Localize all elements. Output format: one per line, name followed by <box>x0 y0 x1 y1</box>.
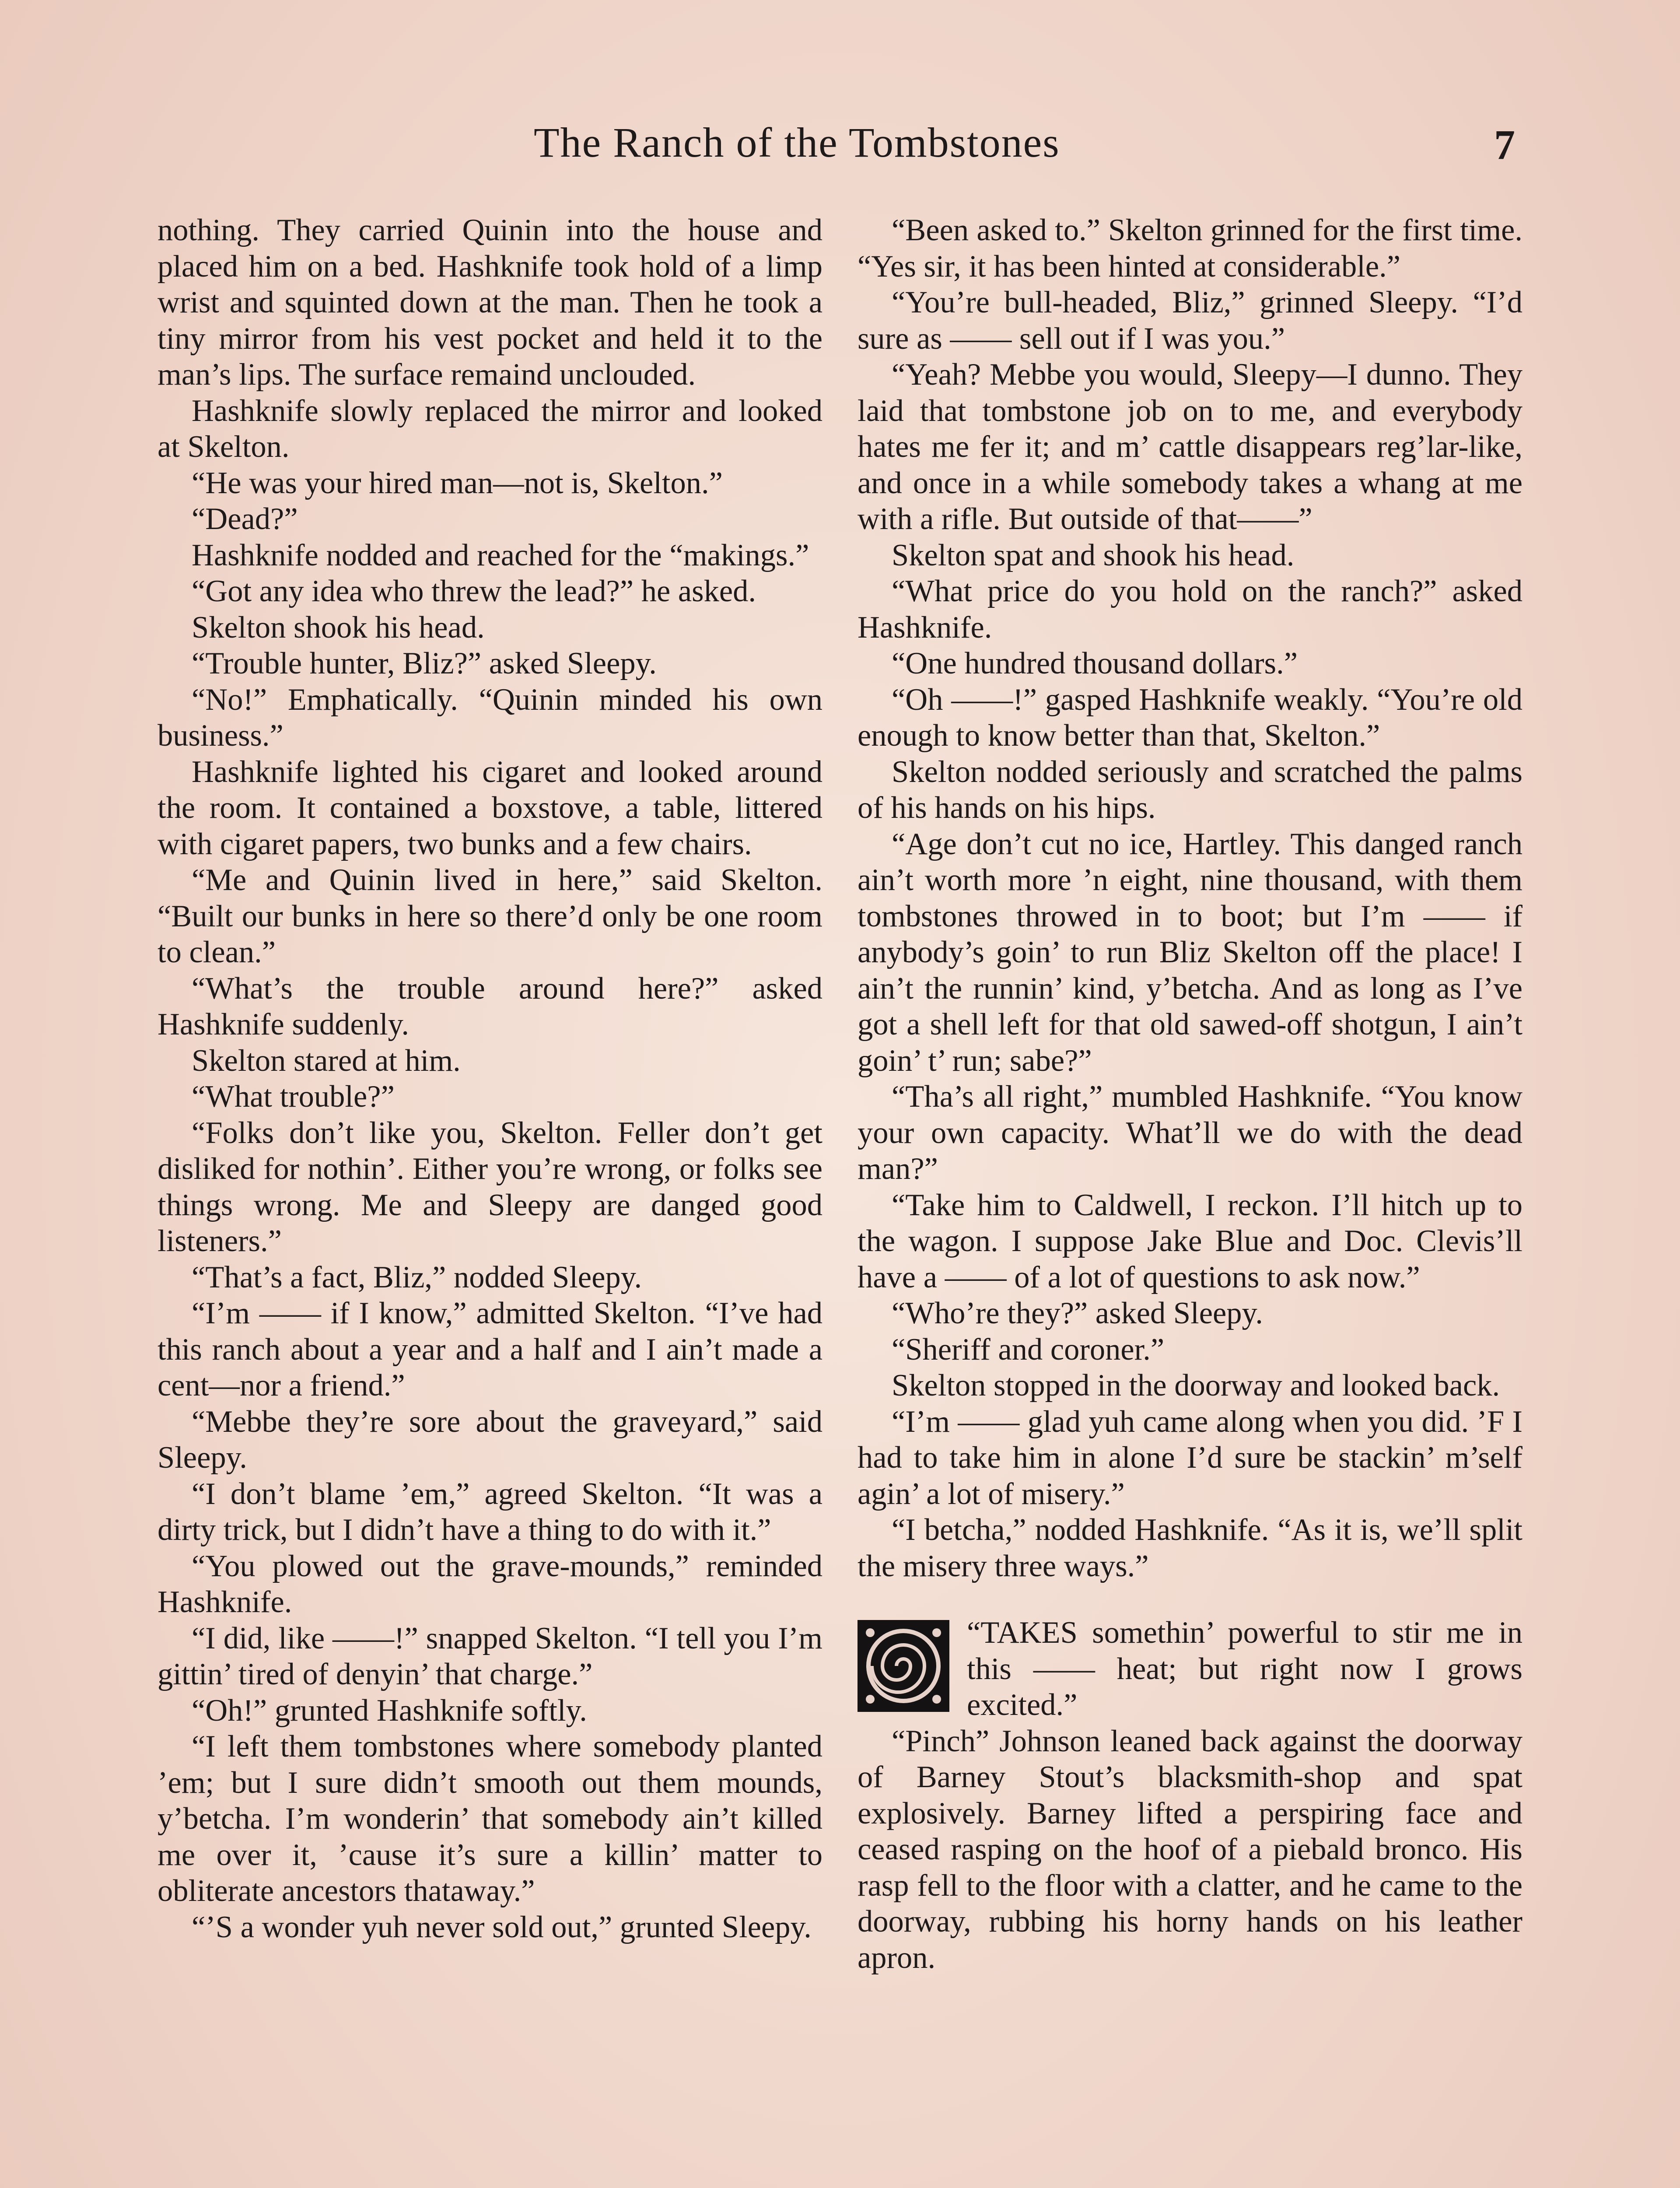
paragraph: “’S a wonder yuh never sold out,” grunted Sleepy. <box>192 1910 812 1944</box>
paragraph: “Pinch” Johnson leaned back against the doorway of Barney Stout’s blacksmith-shop and spat explosively. Barney lifted a perspiring face and ceased rasping on the hoof of a piebald bronco. His rasp fell to the floor with a clatter, and he came to the doorway, rubbing his horny hands on his leather apron. <box>858 1724 1522 1975</box>
page-header <box>0 118 1680 184</box>
paragraph: “That’s a fact, Bliz,” nodded Sleepy. <box>192 1260 642 1294</box>
paragraph: “I betcha,” nodded Hashknife. “As it is, we’ll split the misery three ways.” <box>858 1513 1522 1583</box>
paragraph: “Me and Quinin lived in here,” said Skelton. “Built our bunks in here so there’d only be one room to clean.” <box>158 863 822 969</box>
paragraph: “Yeah? Mebbe you would, Sleepy—I dunno. They laid that tombstone job on to me, and everybody hates me fer it; and m’ cattle disappears reg’lar-like, and once in a while somebody takes a whang at me with a rifle. But outside of that——” <box>858 358 1522 536</box>
right-column <box>858 212 1522 1976</box>
paragraph: “What price do you hold on the ranch?” asked Hashknife. <box>858 574 1522 645</box>
paragraph: Skelton stared at him. <box>192 1043 461 1078</box>
paragraph: “Sheriff and coroner.” <box>892 1332 1165 1367</box>
page-number: 7 <box>1494 121 1515 168</box>
swirl-ornament-icon <box>858 1620 949 1712</box>
paragraph: “Trouble hunter, Bliz?” asked Sleepy. <box>192 646 657 680</box>
paragraph: “I don’t blame ’em,” agreed Skelton. “It was a dirty trick, but I didn’t have a thing to do with it.” <box>158 1476 822 1547</box>
paragraph: “Dead?” <box>192 502 298 536</box>
paragraph: “You plowed out the grave-mounds,” reminded Hashknife. <box>158 1549 822 1619</box>
paragraph: “I’m —— glad yuh came along when you did. ’F I had to take him in alone I’d sure be stackin’ m’self agin’ a lot of misery.” <box>858 1404 1522 1511</box>
paragraph: nothing. They carried Quinin into the house and placed him on a bed. Hashknife took hold of a limp wrist and squinted down at the man. Then he took a tiny mirror from his vest pocket and held it to the man’s lips. The surface remaind unclouded. <box>158 213 822 392</box>
paragraph: Skelton shook his head. <box>192 610 485 645</box>
paragraph: “You’re bull-headed, Bliz,” grinned Sleepy. “I’d sure as —— sell out if I was you.” <box>858 285 1522 356</box>
left-column <box>158 212 822 1945</box>
paragraph: “Got any idea who threw the lead?” he asked. <box>192 574 756 608</box>
paragraph: “Oh ——!” gasped Hashknife weakly. “You’re old enough to know better than that, Skelton.” <box>858 682 1522 753</box>
paragraph: Skelton nodded seriously and scratched the palms of his hands on his hips. <box>858 754 1522 825</box>
paragraph: Hashknife nodded and reached for the “makings.” <box>192 538 809 572</box>
paragraph: “Oh!” grunted Hashknife softly. <box>192 1693 587 1728</box>
section-break <box>858 1615 1522 1976</box>
running-title: The Ranch of the Tombstones <box>534 119 1060 166</box>
paragraph: “No!” Emphatically. “Quinin minded his own business.” <box>158 682 822 753</box>
paragraph: “What’s the trouble around here?” asked Hashknife suddenly. <box>158 971 822 1041</box>
paragraph: “Mebbe they’re sore about the graveyard,” said Sleepy. <box>158 1404 822 1475</box>
paragraph: “I left them tombstones where somebody planted ’em; but I sure didn’t smooth out them mounds, y’betcha. I’m wonderin’ that somebody ain’t killed me over it, ’cause it’s sure a killin’ matter to obliterate ancestors thataway.” <box>158 1729 822 1908</box>
paragraph: “Folks don’t like you, Skelton. Feller don’t get disliked for nothin’. Either you’re wrong, or folks see things wrong. Me and Sleepy are danged good listeners.” <box>158 1115 822 1258</box>
paragraph: “What trouble?” <box>192 1080 395 1114</box>
paragraph: “Who’re they?” asked Sleepy. <box>892 1296 1263 1330</box>
paragraph: Hashknife slowly replaced the mirror and looked at Skelton. <box>158 393 822 464</box>
paragraph: “One hundred thousand dollars.” <box>892 646 1298 680</box>
paragraph: “Been asked to.” Skelton grinned for the first time. “Yes sir, it has been hinted at considerable.” <box>858 213 1522 284</box>
paragraph: Skelton stopped in the doorway and looked back. <box>892 1368 1500 1403</box>
paragraph: “He was your hired man—not is, Skelton.” <box>192 466 723 500</box>
paragraph: “Take him to Caldwell, I reckon. I’ll hitch up to the wagon. I suppose Jake Blue and Doc. Clevis’ll have a —— of a lot of questions to ask now.” <box>858 1188 1522 1294</box>
paragraph: “Age don’t cut no ice, Hartley. This danged ranch ain’t worth more ’n eight, nine thousand, with them tombstones throwed in to boot; but I’m —— if anybody’s goin’ to run Bliz Skelton off the place! I ain’t the runnin’ kind, y’betcha. And as long as I’ve got a shell left for that old sawed-off shotgun, I ain’t goin’ t’ run; sabe?” <box>858 827 1522 1078</box>
paragraph: Skelton spat and shook his head. <box>892 538 1295 572</box>
paragraph: “Tha’s all right,” mumbled Hashknife. “You know your own capacity. What’ll we do with the dead man?” <box>858 1080 1522 1186</box>
paragraph: “I did, like ——!” snapped Skelton. “I tell you I’m gittin’ tired of denyin’ that charge.” <box>158 1621 822 1691</box>
paragraph: Hashknife lighted his cigaret and looked around the room. It contained a boxstove, a table, littered with cigaret papers, two bunks and a few chairs. <box>158 754 822 861</box>
section-lead-paragraph: “TAKES somethin’ powerful to stir me in this —— heat; but right now I grows excited.” <box>967 1616 1522 1722</box>
paragraph: “I’m —— if I know,” admitted Skelton. “I’ve had this ranch about a year and a half and I ain’t made a cent—nor a friend.” <box>158 1296 822 1403</box>
